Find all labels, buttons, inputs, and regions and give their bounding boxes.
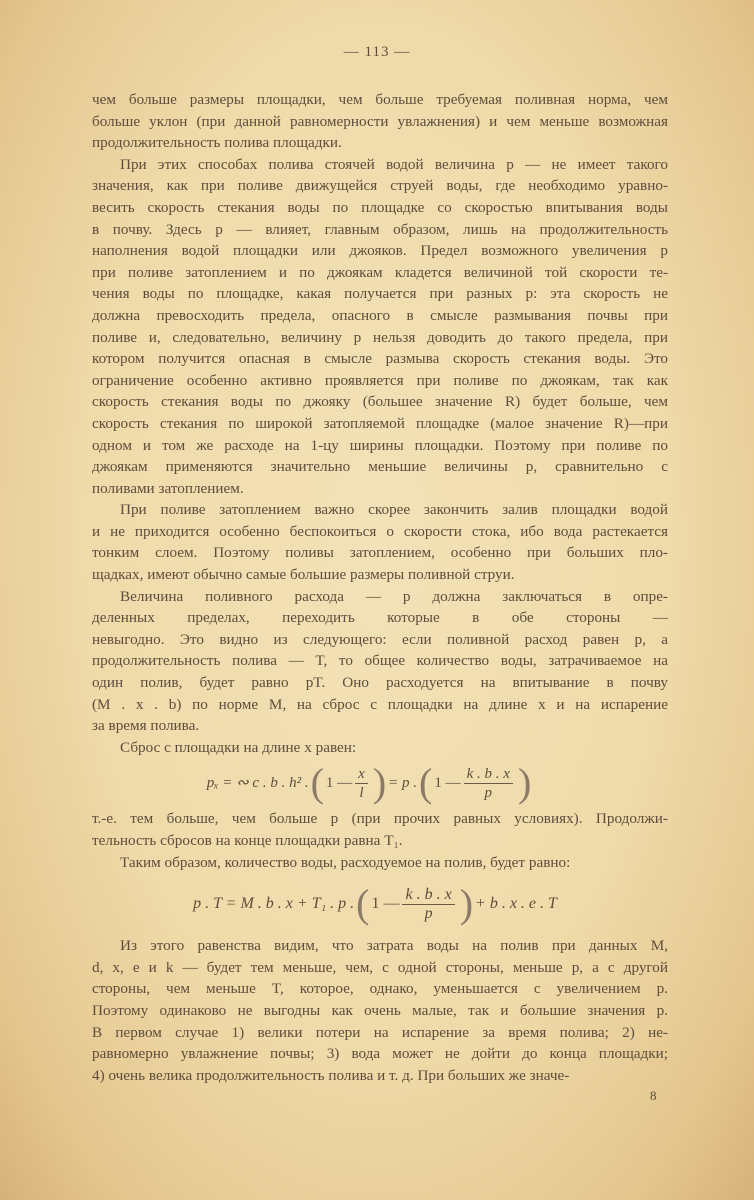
text-line: т.-е. тем больше, чем больше p (при прочих равных условиях). Продолжи-	[92, 810, 668, 828]
page-number-header: — 113 —	[343, 44, 411, 60]
text-line: В первом случае 1) велики потери на испарение за время полива; 2) не-	[92, 1023, 668, 1041]
text-line: Величина поливного расхода — p должна заключаться в опре-	[120, 587, 668, 605]
fraction	[402, 886, 454, 923]
text-line: джоякам применяются значительно меньшие величины p, сравнительно с	[92, 458, 668, 476]
formula-rhs: + b . x . e . T	[475, 895, 557, 913]
text-line: При этих способах полива стоячей водой величина p — не имеет такого	[120, 155, 668, 173]
text-line: щадках, имеют обычно самые большие размеры поливной струи.	[92, 566, 515, 584]
text-line: Из этого равенства видим, что затрата воды на полив при данных M,	[120, 937, 668, 955]
formula-one: 1 —	[434, 774, 461, 791]
body-text	[92, 89, 668, 1086]
text-line: чения воды по площадке, какая получается при разных p: эта скорость не	[92, 285, 668, 303]
text-line: и не приходится особенно беспокоиться о скорости стока, ибо вода растекается	[92, 522, 668, 540]
text-line: тельность сбросов на конце площадки равна T₁.	[92, 832, 403, 849]
paren-open: (	[310, 760, 324, 806]
text-line: больше уклон (при данной равномерности увлажнения) и чем меньше возможная	[92, 112, 668, 130]
text-line: одном и том же расходе на 1-цу ширины площадки. Поэтому при поливе по	[92, 436, 668, 454]
text-line: должна превосходить предела, опасного в смысле размывания почвы при	[92, 306, 668, 324]
numerator: x	[355, 765, 368, 784]
signature-mark: 8	[650, 1088, 657, 1103]
text-line: поливами затоплением.	[92, 479, 244, 497]
paren-open: (	[356, 881, 370, 927]
denominator: p	[484, 784, 493, 801]
text-line: невыгодно. Это видно из следующего: если поливной расход равен p, а	[92, 630, 668, 648]
text-block	[92, 935, 668, 1086]
text-line: чем больше размеры площадки, чем больше требуемая поливная норма, чем	[92, 91, 668, 108]
text-line: при поливе затоплением и по джоякам кладется величиной той скорости те-	[92, 263, 668, 281]
numerator: k . b . x	[464, 765, 513, 784]
paren-open: (	[419, 760, 433, 806]
numerator: k . b . x	[402, 886, 454, 905]
paren-close: )	[517, 760, 532, 806]
text-line: При поливе затоплением важно скорее закончить залив площадки водой	[120, 501, 668, 519]
denominator: l	[359, 784, 364, 801]
text-line: продолжительность полива — T, то общее количество воды, затрачиваемое на	[92, 652, 668, 670]
text-line: 4) очень велика продолжительность полива и т. д. При больших же значе-	[92, 1066, 570, 1084]
text-line: деленных пределах, переходить которые в обе стороны —	[92, 609, 668, 627]
text-line: наполнения водой площадки или джояков. Предел возможного увеличения p	[92, 242, 668, 260]
text-line: в почву. Здесь p — влияет, главным образом, лишь на продолжительность	[92, 220, 668, 238]
text-line: Сброс с площадки на длине x равен:	[120, 738, 357, 756]
text-line: Таким образом, количество воды, расходуемое на полив, будет равно:	[120, 853, 571, 871]
text-line: d, x, e и k — будет тем меньше, чем, с одной стороны, меньше p, а с другой	[92, 958, 668, 976]
fraction	[464, 765, 513, 802]
text-line: тонким слоем. Поэтому поливы затоплением, особенно при больших пло-	[92, 544, 668, 562]
formula-one: 1 —	[325, 774, 353, 791]
text-line: продолжительность полива площадки.	[92, 134, 342, 152]
text-line: один полив, будет равно pT. Оно расходуется на впитывание в почву	[92, 674, 668, 692]
text-line: Поэтому одинаково не выгодны как очень малые, так и большие значения p.	[92, 1001, 668, 1019]
formula-water-balance	[82, 873, 668, 935]
text-line: скорость стекания воды по джояку (большее значение R) будет больше, чем	[92, 393, 668, 411]
paren-close: )	[459, 881, 474, 927]
text-line: равномерно увлажнение почвы; 3) вода может не дойти до конца площадки;	[92, 1045, 668, 1063]
formula-lhs: p . T = M . b . x + T₁ . p .	[193, 895, 355, 913]
formula-mid: = p .	[388, 774, 418, 791]
fraction	[355, 765, 368, 802]
formula-lhs: pₓ = ∾ c . b . h² .	[206, 774, 309, 791]
text-line: значения, как при поливе движущейся струей воды, где необходимо уравно-	[92, 177, 668, 195]
denominator: p	[424, 904, 433, 922]
text-block	[92, 808, 668, 873]
text-line: поливе и, следовательно, величину p нельзя доводить до такого предела, при	[92, 328, 668, 346]
text-block	[92, 89, 668, 758]
text-line: за время полива.	[92, 717, 200, 735]
formula-discharge	[72, 758, 668, 808]
text-line: весить скорость стекания воды по площадке со скоростью впитывания воды	[92, 198, 668, 216]
text-line: стороны, чем меньше T, которое, однако, уменьшается с увеличением p.	[92, 980, 668, 998]
text-line: ограничение особенно активно проявляется при поливе по джоякам, так как	[92, 371, 668, 389]
text-line: скорость стекания по широкой затопляемой площадке (малое значение R)—при	[92, 414, 668, 432]
formula-one: 1 —	[371, 895, 400, 913]
paren-close: )	[372, 760, 387, 806]
text-line: (M . x . b) по норме M, на сброс с площадки на длине x и на испарение	[92, 695, 668, 713]
text-line: котором получится опасная в смысле размыва скорость стекания воды. Это	[92, 350, 668, 368]
